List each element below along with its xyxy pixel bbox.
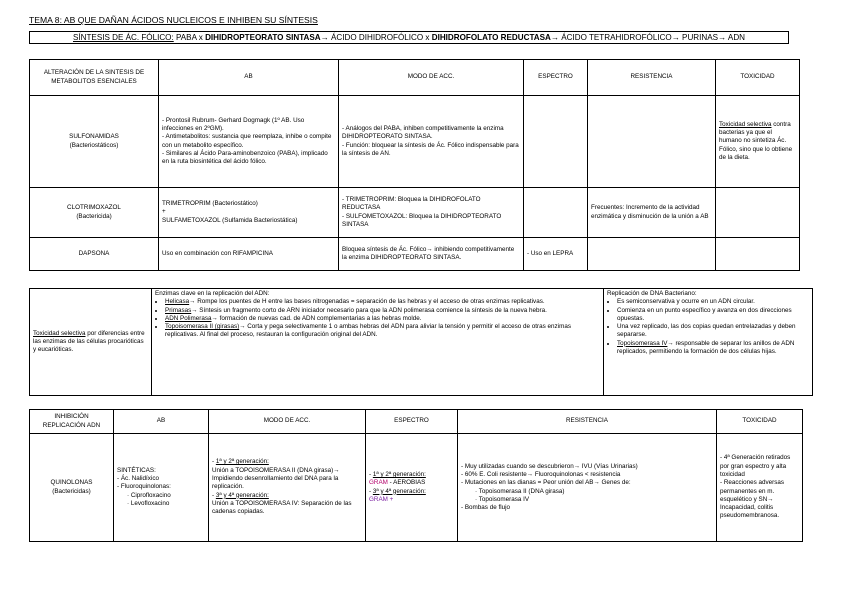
dna-replication-inhibition-table [29,409,803,542]
modo-cell [339,96,524,188]
ab-line: + [162,208,166,216]
ab-title: SINTÉTICAS: [117,466,156,474]
formula-enzyme2: DIHIDROFOLATO REDUCTASA [431,33,551,42]
modo-gen: 1ª y 2ª generación: [215,458,269,466]
formula-part1: PABA x [173,33,206,42]
modo-line: - Función: bloquear la síntesis de Ác. Fólico indispensable para la síntesis de AN. [342,141,519,157]
modo-cell [339,188,524,238]
drug-name: SULFONAMIDAS [69,133,119,141]
espectro-block: - 1ª y 2ª generación: GRAM - AEROBIAS [369,470,426,487]
list-item [617,340,809,357]
enzyme-term: Helicasa [165,298,190,306]
table-row-quinolonas [30,434,803,542]
modo-block: - 1ª y 2ª generación: Unión a TOPOISOMERASA II (DNA girasa)→ Impidiendo desenrollamiento del DNA para la replicación. [212,458,340,491]
repl-term: Topoisomerasa IV [617,339,668,347]
toxicidad-title: Toxicidad selectiva [719,120,772,128]
resistencia-line: - Mutaciones en las dianas = Peor unión del AB→ Genes de: [461,479,631,487]
header-espectro: ESPECTRO [366,410,458,434]
resistencia-line: - Muy utilizadas cuando se descubrieron→ IVU (Vías Urinarias) [461,462,638,470]
header-alteracion: ALTERACIÓN DE LA SINTESIS DE METABOLITOS ESENCIALES [30,60,159,96]
list-item [617,307,809,324]
toxicidad-cell [716,96,800,188]
ab-line: SULFAMETOXAZOL (Sulfamida Bacteriostática) [162,216,298,224]
table-row-sulfonamidas [30,96,800,188]
modo-block: - 3ª y 4ª generación: Unión a TOPOISOMERASA IV: Separación de las cadenas copiadas. [212,491,352,516]
enzyme-term: Topoisomerasa II (girasas) [165,323,240,331]
modo-line: - TRIMETROPRIM: Bloquea la DIHIDROFOLATO REDUCTASA [342,195,481,212]
key-enzymes-list [155,298,600,339]
espectro-gen: 3ª y 4ª generación: [372,487,426,495]
repl-text: Comienza en un punto específico y avanza en dos direcciones opuestas. [617,306,792,322]
resistencia-cell [458,434,717,542]
ab-line: · Ciprofloxacino [127,491,171,499]
resistencia-line: - Bombas de flujo [461,504,511,512]
table-row-dapsona [30,238,800,271]
header-resistencia: RESISTENCIA [588,60,716,96]
selective-toxicity-text: por diferencias entre las enzimas de las células procarióticas y eucarióticas. [33,329,145,354]
bacterial-replication-list [607,298,809,356]
enzyme-term: ADN Polimerasa [165,314,212,322]
drug-name-cell [30,434,114,542]
header-modo: MODO DE ACC. [339,60,524,96]
modo-text: Unión a TOPOISOMERASA II (DNA girasa)→ Impidiendo desenrollamiento del DNA para la replicación. [212,466,340,491]
selective-toxicity-title: Toxicidad selectiva [33,329,86,337]
ab-cell [114,434,209,542]
ab-line: TRIMETROPRIM (Bacteriostático) [162,200,258,208]
header-toxicidad: TOXICIDAD [717,410,803,434]
ab-line: - Prontosil Rubrum- Gerhard Dogmagk (1º AB. Uso infecciones en 2ºGM). [162,116,305,132]
toxicidad-cell [716,188,800,238]
header-inhibicion: INHIBICIÓN REPLICACIÓN ADN [30,410,114,434]
bacterial-replication-cell [604,289,813,396]
header-modo: MODO DE ACC. [209,410,366,434]
toxicidad-cell [716,238,800,271]
drug-name-cell [30,188,159,238]
formula-prefix: SÍNTESIS DE ÁC. FÓLICO: [72,33,174,42]
ab-line: - Fluoroquinolonas: [117,483,171,491]
toxicidad-line: - Reacciones adversas permanentes en m. esquelético y SN→ Incapacidad, colitis pseudomembranosa. [720,479,785,520]
resistencia-line: · Topoisomerasa IV [475,495,530,503]
drug-subtitle: (Bactericida) [76,212,112,220]
drug-name: QUINOLONAS [50,479,93,487]
enzyme-text: → Síntesis un fragmento corto de ARN iniciador necesario para que la ADN polimerasa comience la síntesis de la nueva hebra. [191,306,547,314]
espectro-cell [524,96,588,188]
header-toxicidad: TOXICIDAD [716,60,800,96]
espectro-cell [366,434,458,542]
gram-label: GRAM [369,479,388,487]
modo-cell [209,434,366,542]
ab-cell: Uso en combinación con RIFAMPICINA [159,238,339,271]
espectro-cell: - Uso en LEPRA [524,238,588,271]
repl-text: Es semiconservativa y ocurre en un ADN circular. [617,298,755,306]
header-ab: AB [114,410,209,434]
list-item [617,298,809,306]
resistencia-cell: Frecuentes: Incremento de la actividad enzimática y disminución de la unión a AB [588,188,716,238]
resistencia-cell [588,238,716,271]
resistencia-line: · Topoisomerasa II (DNA girasa) [475,487,565,495]
ab-line: · Levofloxacino [127,499,170,507]
bacterial-replication-title: Replicación de DNA Bacteriano: [607,290,697,297]
enzyme-term: Primasas [165,306,192,314]
modo-line: - SULFOMETOXAZOL: Bloquea la DIHIDROPTEORATO SINTASA [342,212,502,228]
resistencia-cell [588,96,716,188]
ab-cell [159,188,339,238]
header-ab: AB [159,60,339,96]
drug-subtitle: (Bacteriostáticos) [69,141,119,149]
toxicidad-text: contra bacterias ya que el humano no sintetiza Ác. Fólico, sino que lo obtiene de la dieta. [719,120,793,161]
gram-label: GRAM + [369,495,394,503]
list-item [165,315,600,323]
espectro-block: - 3ª y 4ª generación: GRAM + [369,487,426,503]
drug-subtitle: (Bactericidas) [52,487,91,495]
header-resistencia: RESISTENCIA [458,410,717,434]
key-enzymes-cell [152,289,604,396]
espectro-gen: 1ª y 2ª generación: [372,470,426,478]
list-item [165,298,600,306]
ab-line: - Antimetabolitos: sustancia que reemplaza, inhibe o compite con un metabolito específico. [162,133,332,149]
formula-part3: → ÁCIDO TETRAHIDROFÓLICO→ PURINAS→ ADN [550,33,746,42]
header-espectro: ESPECTRO [524,60,588,96]
formula-enzyme1: DIHIDROPTEORATO SINTASA [205,33,321,42]
toxicidad-line: - 4ª Generación retirados por gran espectro y alta toxicidad [720,454,791,478]
espectro-cell [524,188,588,238]
drug-name: CLOTRIMOXAZOL [67,204,121,212]
list-item [165,307,600,315]
folic-acid-synthesis-bar [29,31,789,44]
page-title: TEMA 8: AB QUE DAÑAN ÁCIDOS NUCLEICOS E INHIBEN SU SÍNTESIS [29,15,318,25]
metabolite-synthesis-table [29,59,800,271]
repl-text: Una vez replicado, las dos copias quedan entrelazadas y deben separarse. [617,323,796,339]
drug-name: DAPSONA [30,238,159,271]
toxicidad-cell [717,434,803,542]
resistencia-line: - 60% E. Coli resistente→ Fluoroquinolonas < resistencia [461,470,621,478]
enzyme-text: → formación de nuevas cad. de ADN complementarias a las hebras molde. [211,314,422,322]
key-enzymes-title: Enzimas clave en la replicación del ADN: [155,290,270,297]
table-row-clotrimoxazol [30,188,800,238]
drug-name-cell [30,96,159,188]
ab-cell [159,96,339,188]
ab-line: - Ác. Nalidíxico [117,475,159,483]
enzyme-text: → Rompe los puentes de H entre las bases nitrogenadas = separación de las hebras y el acceso de otras enzimas replicativas. [189,298,545,306]
enzyme-text: → Corta y pega selectivamente 1 o ambas hebras del ADN para aliviar la tensión y permitir el acceso de otras enzimas replicativas. Al final del proceso, restauran la configuración original del ADN. [165,323,571,339]
modo-text: Unión a TOPOISOMERASA IV: Separación de las cadenas copiadas. [212,499,352,516]
modo-cell: Bloquea síntesis de Ác. Fólico→ inhibiendo competitivamente la enzima DIHIDROPTEORATO SINTASA. [339,238,524,271]
modo-line: - Análogos del PABA, inhiben competitivamente la enzima DIHIDROPTEORATO SINTASA. [342,124,504,141]
repl-text: → responsable de separar los anillos de ADN replicados, permitiendo la formación de dos células hijas. [617,339,795,356]
formula-part2: → ÁCIDO DIHIDROFÓLICO x [320,33,432,42]
list-item [617,323,809,340]
replication-enzymes-table [29,288,813,396]
modo-gen: 3ª y 4ª generación: [215,491,269,499]
ab-line: - Similares al Ácido Para-aminobenzoico (PABA), implicado en la ruta biosintética del ácido fólico. [162,149,328,166]
list-item [165,323,600,340]
selective-toxicity-cell [30,289,152,396]
espectro-rest: - AEROBIAS [387,479,426,487]
